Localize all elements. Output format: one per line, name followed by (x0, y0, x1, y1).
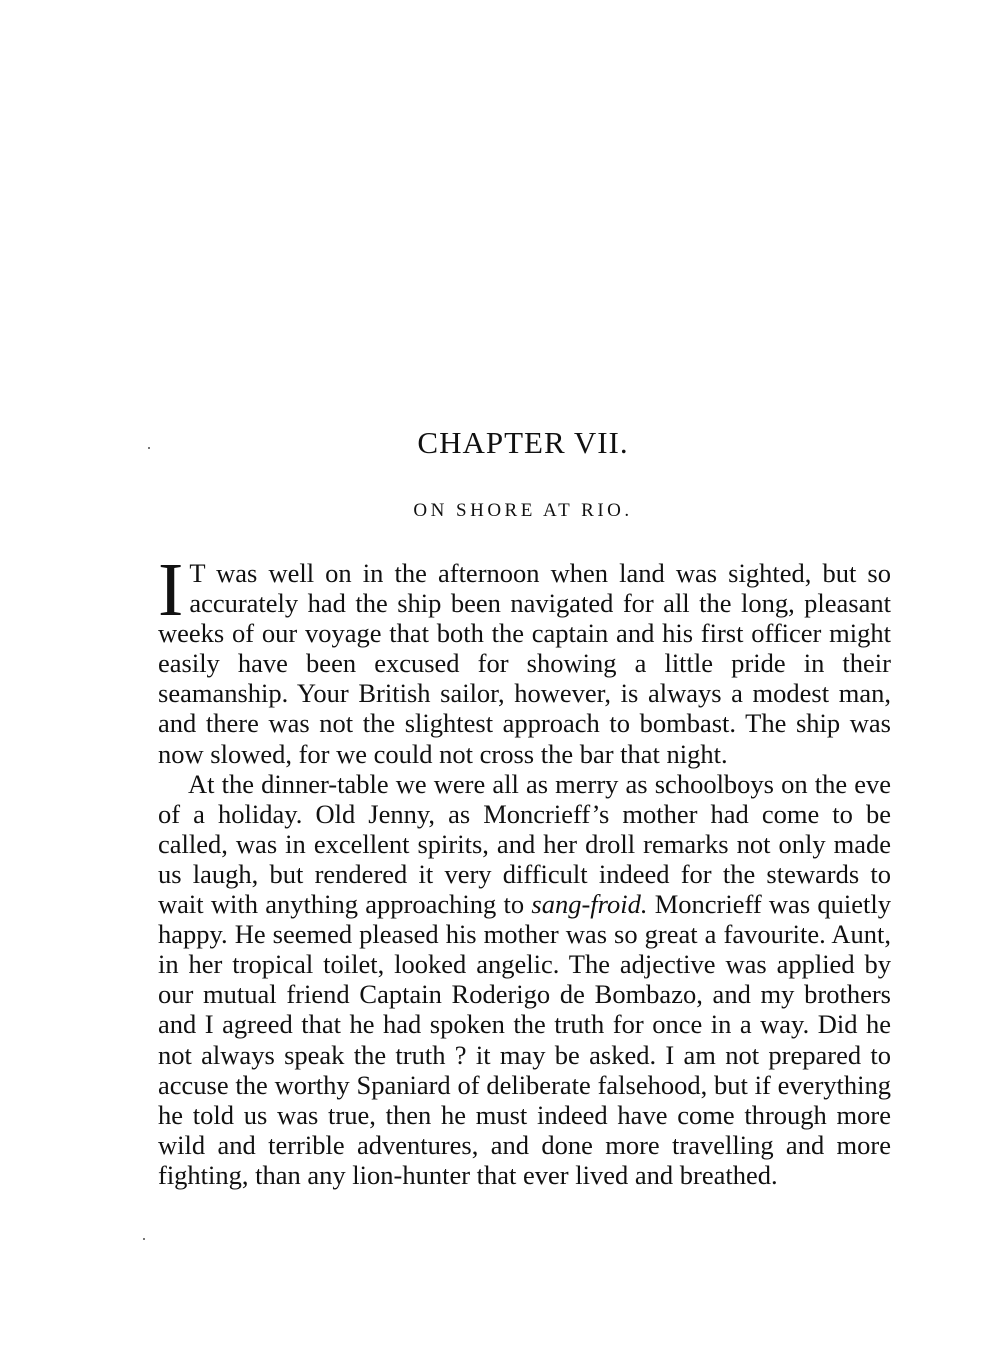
italic-phrase: sang-froid. (531, 889, 648, 920)
paragraph-1-text: T was well on in the afternoon when land was sighted, but so accurately had the ship been navigated for all the long, pleasant weeks of our voyage that both the captain and his first officer might easily have been excused for showing a little pride in their seamanship. Your British sailor, however, is always a modest man, and there was not the slightest approach to bombast. The ship was now slowed, for we could not cross the bar that night. (158, 558, 891, 769)
scan-speck (148, 447, 150, 449)
paragraph-2-text-start: At the dinner-table we were all as merry as schoolboys on the eve of a holiday. Old Jenny, as Moncrieff’s mother had come to be called, was in excellent spirits, and her droll remarks not only made us laugh, but rendered it very difficult indeed for the stewards to wait with anything approaching to (158, 768, 891, 920)
paragraph-1 (158, 548, 891, 769)
chapter-body (158, 548, 891, 1190)
paragraph-2 (158, 769, 891, 1190)
paragraph-2-text-end: Moncrieff was quietly happy. He seemed pleased his mother was so great a favourite. Aunt, in her tropical toilet, looked angelic. The adjective was applied by our mutual friend Captain Roderigo de Bombazo, and my brothers and I agreed that he had spoken the truth for once in a way. Did he not always speak the truth ? it may be asked. I am not prepared to accuse the worthy Spaniard of deliberate falsehood, but if everything he told us was true, then he must indeed have come through more wild and terrible adventures, and done more travelling and more fighting, than any lion-hunter that ever lived and breathed. (158, 889, 891, 1190)
scan-speck (143, 1238, 145, 1240)
chapter-subtitle: ON SHORE AT RIO. (413, 500, 633, 521)
drop-cap: I (158, 548, 184, 632)
chapter-title: CHAPTER VII. (417, 425, 629, 460)
